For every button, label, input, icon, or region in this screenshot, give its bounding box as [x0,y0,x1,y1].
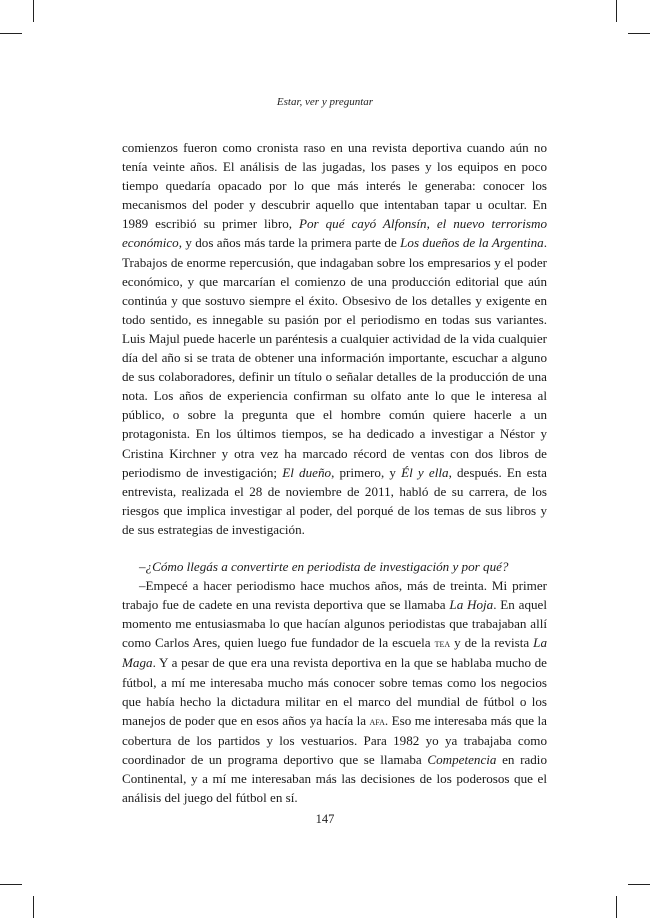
crop-mark [628,33,650,34]
intro-paragraph: comienzos fueron como cronista raso en una revista deportiva cuando aún no tenía veinte años. El análisis de las jugadas, los pases y los equipos en poco tiempo quedaría opacado por lo que más interés le generaba: conocer los mecanismos del poder y descubrir aquello que intentaban tapar u ocultar. En 1989 escribió su primer libro, Por qué cayó Alfonsín, el nuevo terrorismo económico, y dos años más tarde la primera parte de Los dueños de la Argentina. Trabajos de enorme repercusión, que indagaban sobre los empresarios y el poder económico, y que marcarían el comienzo de una producción editorial que aún continúa y que sostuvo siempre el éxito. Obsesivo de los detalles y exigente en todo sentido, es innegable su pasión por el periodismo en todas sus variantes. Luis Majul puede hacerle un paréntesis a cualquier actividad de la vida cualquier día del año si se trata de obtener una información importante, escuchar a alguno de sus colaboradores, definir un título o señalar detalles de la producción de una nota. Los años de experiencia confirman su olfato ante lo que le interesa al público, o sobre la pregunta que el hombre común quiere hacerle a un protagonista. En los últimos tiempos, se ha dedicado a investigar a Néstor y Cristina Kirchner y otra vez ha marcado récord de ventas con dos libros de periodismo de investigación; El dueño, primero, y Él y ella, después. En esta entrevista, realizada el 28 de noviembre de 2011, habló de su carrera, de los riesgos que implica investigar al poder, del porqué de los temas de sus libros y de sus estrategias de investigación. [122,140,547,537]
interview-question: –¿Cómo llegás a convertirte en periodista de investigación y por qué? [139,558,509,574]
abbreviation: afa [369,713,385,728]
abbreviation: tea [434,636,451,651]
crop-mark [628,884,650,885]
crop-mark [33,0,34,22]
book-title: El dueño [282,464,332,480]
page-number: 147 [315,812,335,826]
magazine-title: La Hoja [449,597,494,613]
book-title: Los dueños de la Argentina [400,235,544,251]
magazine-title: La Maga [122,635,547,671]
book-title: Él y ella [401,464,449,480]
crop-mark [616,0,617,22]
page-body [122,138,547,807]
crop-mark [0,884,22,885]
crop-mark [616,896,617,918]
interview-answer: –Empecé a hacer periodismo hace muchos años, más de treinta. Mi primer trabajo fue de cadete en una revista deportiva que se llamaba La Hoja. En aquel momento me entusiasmaba lo que hacían algunos periodistas que trabajaban allí como Carlos Ares, quien luego fue fundador de la escuela tea y de la revista La Maga. Y a pesar de que era una revista deportiva en la que se hablaba mucho de fútbol, a mí me interesaba mucho más conocer sobre temas como los negocios que había hecho la dictadura militar en el marco del mundial de fútbol o los manejos de poder que en esos años ya hacía la afa. Eso me interesaba más que la cobertura de los partidos y los vestuarios. Para 1982 yo ya trabajaba como coordinador de un programa deportivo que se llamaba Competencia en radio Continental, y a mí me interesaban más las decisiones de los poderosos que el análisis del juego del fútbol en sí. [122,578,547,806]
program-title: Competencia [427,751,497,767]
running-head: Estar, ver y preguntar [276,96,374,108]
crop-mark [33,896,34,918]
book-title: Por qué cayó Alfonsín, el nuevo terrorismo económico [122,216,547,251]
crop-mark [0,33,22,34]
